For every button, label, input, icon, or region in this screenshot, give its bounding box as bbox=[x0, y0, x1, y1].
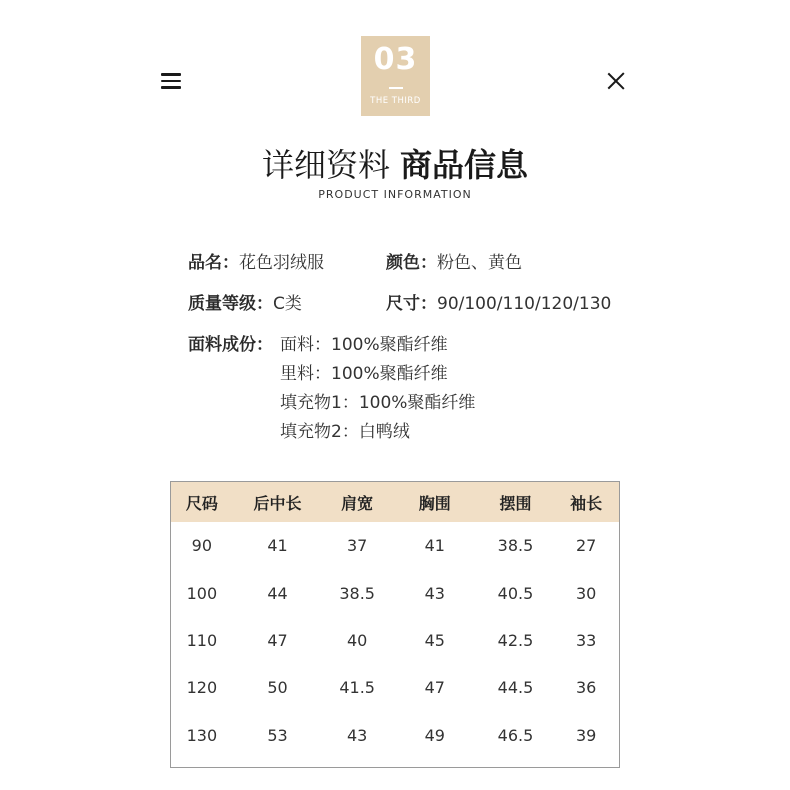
table-cell: 36 bbox=[575, 678, 597, 698]
table-cell: 46.5 bbox=[497, 725, 534, 745]
menu-icon[interactable] bbox=[161, 73, 181, 89]
grade-value: C类 bbox=[273, 294, 302, 314]
table-cell: 45 bbox=[424, 630, 445, 650]
table-cell: 130 bbox=[186, 725, 218, 745]
name-label: 品名： bbox=[188, 253, 239, 273]
table-cell: 120 bbox=[186, 678, 218, 698]
table-cell: 44 bbox=[267, 583, 288, 603]
table-cell: 38.5 bbox=[339, 583, 375, 603]
table-cell: 41 bbox=[424, 536, 445, 556]
badge-number: 03 bbox=[373, 42, 418, 77]
badge-subtitle: THE THIRD bbox=[370, 96, 421, 106]
table-cell: 41 bbox=[267, 536, 288, 556]
table-cell: 100 bbox=[186, 583, 218, 603]
badge-divider bbox=[389, 87, 403, 89]
close-icon[interactable] bbox=[605, 70, 627, 92]
table-cell: 33 bbox=[575, 630, 597, 650]
table-cell: 50 bbox=[267, 678, 288, 698]
header-cell: 尺码 bbox=[185, 493, 218, 513]
size-label: 尺寸： bbox=[386, 294, 437, 314]
product-size bbox=[386, 289, 611, 314]
fabric-line: 填充物2：白鸭绒 bbox=[280, 422, 410, 442]
product-name bbox=[188, 248, 324, 273]
table-cell: 90 bbox=[191, 536, 213, 556]
section-badge bbox=[361, 36, 430, 116]
table-cell: 47 bbox=[424, 678, 445, 698]
header-cell: 胸围 bbox=[418, 493, 451, 513]
table-cell: 41.5 bbox=[339, 678, 375, 698]
table-cell: 53 bbox=[267, 725, 288, 745]
header-cell: 袖长 bbox=[570, 493, 603, 513]
quality-grade bbox=[188, 289, 302, 314]
title-bold: 商品信息 bbox=[400, 146, 529, 184]
table-cell: 49 bbox=[424, 725, 445, 745]
table-cell: 42.5 bbox=[497, 630, 534, 650]
table-row bbox=[171, 664, 619, 711]
color-value: 粉色、黄色 bbox=[437, 253, 522, 273]
header-cell: 肩宽 bbox=[341, 493, 374, 513]
product-color bbox=[386, 248, 522, 273]
table-header bbox=[171, 482, 619, 522]
table-row bbox=[171, 617, 619, 664]
table-cell: 38.5 bbox=[497, 536, 534, 556]
table-cell: 44.5 bbox=[497, 678, 534, 698]
table-cell: 47 bbox=[267, 630, 288, 650]
size-table bbox=[170, 481, 620, 768]
color-label: 颜色： bbox=[386, 253, 437, 273]
size-value: 90/100/110/120/130 bbox=[437, 294, 612, 314]
header-cell: 后中长 bbox=[253, 493, 302, 513]
name-value: 花色羽绒服 bbox=[239, 253, 324, 273]
table-row bbox=[171, 712, 619, 759]
table-cell: 37 bbox=[346, 536, 368, 556]
table-cell: 40.5 bbox=[497, 583, 534, 603]
table-cell: 43 bbox=[346, 725, 368, 745]
fabric-line: 填充物1：100%聚酯纤维 bbox=[280, 393, 476, 413]
table-cell: 30 bbox=[575, 583, 597, 603]
grade-label: 质量等级： bbox=[188, 294, 273, 314]
table-cell: 40 bbox=[346, 630, 368, 650]
title-light: 详细资料 bbox=[261, 146, 390, 184]
table-cell: 27 bbox=[575, 536, 597, 556]
table-row bbox=[171, 569, 619, 616]
fabric-label: 面料成份： bbox=[188, 335, 273, 355]
header-cell: 摆围 bbox=[499, 493, 532, 513]
table-row bbox=[171, 522, 619, 569]
page-title bbox=[0, 140, 790, 186]
page-subtitle: PRODUCT INFORMATION bbox=[318, 188, 472, 201]
fabric-label-row bbox=[188, 330, 273, 355]
table-cell: 43 bbox=[424, 583, 445, 603]
table-cell: 110 bbox=[186, 630, 218, 650]
fabric-line: 里料：100%聚酯纤维 bbox=[280, 364, 448, 384]
fabric-line: 面料：100%聚酯纤维 bbox=[280, 335, 448, 355]
table-cell: 39 bbox=[575, 725, 597, 745]
